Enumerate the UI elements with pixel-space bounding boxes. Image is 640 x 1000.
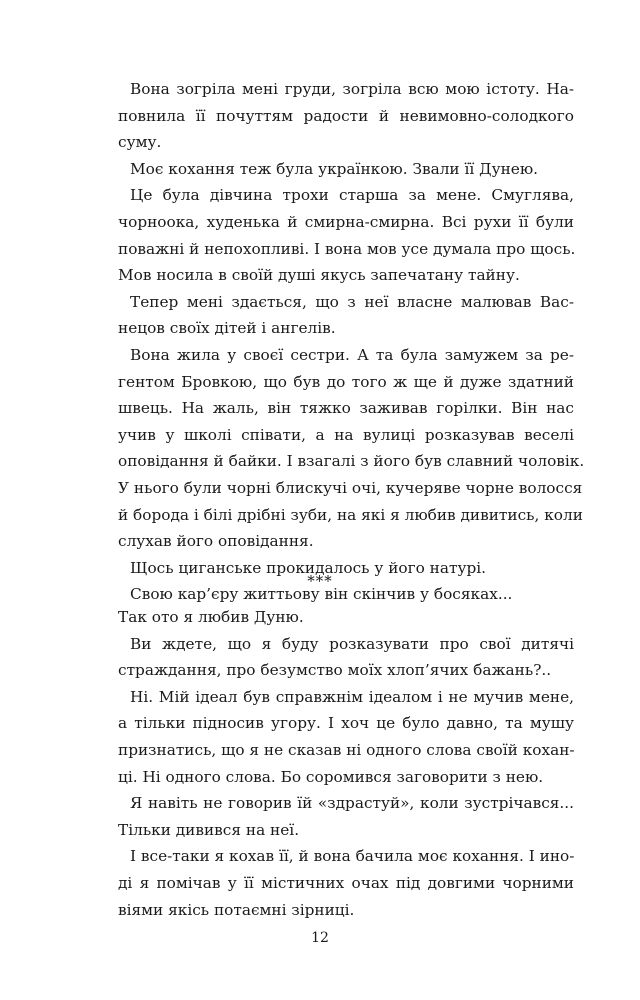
text-line: оповідання й байки. І взагалі з його був славний чоловік. bbox=[118, 452, 585, 471]
text-line: Ні. Мій ідеал був справжнім ідеалом і не мучив мене, bbox=[130, 687, 574, 706]
text-line: Мов носила в своїй душі якусь запечатану тайну. bbox=[118, 266, 520, 285]
text-line: гентом Бровкою, що був до того ж ще й дуже здатний bbox=[118, 372, 574, 391]
text-line: й борода і білі дрібні зуби, на які я любив дивитись, коли bbox=[118, 505, 583, 524]
text-line: Я навіть не говорив їй «здрастуй», коли зустрічався... bbox=[130, 794, 574, 813]
text-section-2 bbox=[118, 604, 574, 923]
text-line: швець. На жаль, він тяжко заживав горілки. Він нас bbox=[118, 399, 574, 418]
text-line: Вона зогріла мені груди, зогріла всю мою істоту. На- bbox=[130, 80, 574, 98]
text-line: Свою кар’єру життьову він скінчив у босяках... bbox=[130, 585, 513, 604]
page-number: 12 bbox=[311, 930, 329, 946]
text-line: ді я помічав у її містичних очах під довгими чорними bbox=[118, 873, 574, 892]
text-line: Тільки дивився на неї. bbox=[118, 820, 300, 839]
text-line: повнила її почуттям радости й невимовно-солодкого bbox=[118, 106, 574, 125]
text-line: Тепер мені здається, що з неї власне малював Вас- bbox=[130, 292, 574, 311]
text-section-1 bbox=[118, 76, 585, 608]
text-line: слухав його оповідання. bbox=[118, 532, 314, 551]
text-line: ці. Ні одного слова. Бо соромився заговорити з нею. bbox=[118, 767, 544, 786]
text-line: суму. bbox=[118, 133, 162, 152]
text-line: У нього були чорні блискучі очі, кучеряве чорне волосся bbox=[118, 478, 583, 497]
text-line: І все-таки я кохав її, й вона бачила моє кохання. І ино- bbox=[130, 847, 575, 866]
text-line: а тільки підносив угору. І хоч це було давно, та мушу bbox=[118, 714, 574, 733]
text-line: поважні й непохопливі. І вона мов усе думала про щось. bbox=[118, 239, 576, 258]
text-line: Вона жила у своєї сестри. А та була замужем за ре- bbox=[130, 345, 574, 364]
text-line: Щось циганське прокидалось у його натурі. bbox=[130, 558, 487, 577]
text-line: Моє кохання теж була українкою. Звали її Дунею. bbox=[130, 159, 539, 178]
text-line: Це була дівчина трохи старша за мене. Смуглява, bbox=[130, 186, 574, 205]
text-line: Ви ждете, що я буду розказувати про свої дитячі bbox=[130, 634, 574, 653]
section-separator: *** bbox=[307, 572, 333, 590]
text-line: віями якісь потаємні зірниці. bbox=[118, 900, 355, 919]
text-line: нецов своїх дітей і ангелів. bbox=[118, 319, 336, 338]
text-line: чорноока, худенька й смирна-смирна. Всі рухи її були bbox=[118, 212, 574, 231]
text-line: Так ото я любив Дуню. bbox=[118, 608, 304, 626]
text-line: страждання, про безумство моїх хлоп’ячих бажань?.. bbox=[118, 661, 552, 680]
text-line: признатись, що я не сказав ні одного слова своїй кохан- bbox=[118, 740, 575, 759]
text-line: учив у школі співати, а на вулиці розказував веселі bbox=[118, 425, 574, 444]
